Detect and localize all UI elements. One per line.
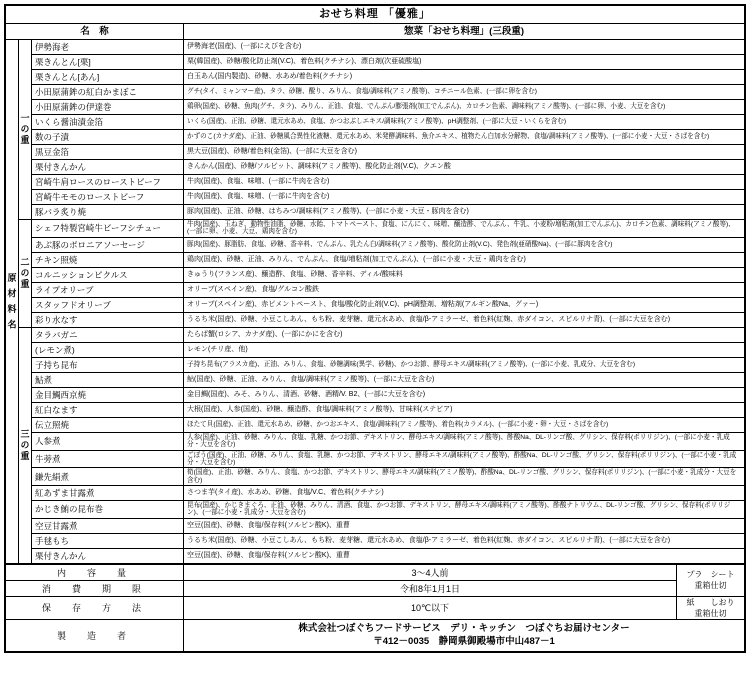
item-ingredients: 白玉あん(国内製造)、砂糖、水あめ/着色料(クチナシ) bbox=[184, 70, 745, 85]
item-name: 空豆甘露煮 bbox=[32, 518, 184, 533]
item-ingredients: きゅうり(フランス産)、醸造酢、食塩、砂糖、香辛料、ディル/酸味料 bbox=[184, 267, 745, 282]
item-name: 牛蒡煮 bbox=[32, 450, 184, 468]
item-name: 紅白なます bbox=[32, 402, 184, 417]
item-name: いくら醤油漬金箔 bbox=[32, 115, 184, 130]
item-name: 宮崎牛モモのローストビーフ bbox=[32, 190, 184, 205]
ingredient-row bbox=[6, 327, 745, 342]
ingredient-row bbox=[6, 486, 745, 501]
footer-side-note-1 bbox=[677, 564, 745, 596]
item-ingredients: 空豆(国産)、砂糖、食塩/保存料(ソルビン酸K)、重曹 bbox=[184, 518, 745, 533]
item-name: 栗付きんかん bbox=[32, 548, 184, 563]
side-note-line-3: 紙 しおり bbox=[686, 597, 735, 607]
ingredient-row bbox=[6, 342, 745, 357]
item-name: 栗付きんかん bbox=[32, 160, 184, 175]
item-ingredients: いくら(国産)、正油、砂糖、還元水あめ、食塩、かつおぶしエキス/調味料(アミノ酸等)、pH調整剤、(一部に大豆・いくらを含む) bbox=[184, 115, 745, 130]
side-note-line-1: プラ シート bbox=[686, 570, 735, 580]
item-ingredients: 豚肉(国産)、豚脂肪、食塩、砂糖、香辛料、でんぷん、乳たん白/調味料(アミノ酸等)、酸化防止剤(V.C)、発色剤(亜硝酸Na)、(一部に豚肉を含む) bbox=[184, 237, 745, 252]
item-ingredients: 牛肉(国産)、食塩、味噌、(一部に牛肉を含む) bbox=[184, 190, 745, 205]
ingredient-row bbox=[6, 100, 745, 115]
ingredient-row bbox=[6, 55, 745, 70]
item-name: 小田原蒲鉾の紅白かまぼこ bbox=[32, 85, 184, 100]
header-row bbox=[6, 24, 745, 40]
ingredient-row bbox=[6, 220, 745, 238]
ingredient-row bbox=[6, 402, 745, 417]
ingredient-row bbox=[6, 115, 745, 130]
ingredient-row bbox=[6, 175, 745, 190]
footer-label-expiry: 消 費 期 限 bbox=[6, 580, 184, 596]
item-name: 金目鯛西京焼 bbox=[32, 387, 184, 402]
ingredient-row bbox=[6, 450, 745, 468]
footer-row-maker bbox=[6, 619, 745, 652]
document-title: おせち料理 「優雅」 bbox=[6, 6, 745, 24]
item-ingredients: うるち米(国産)、砂糖、小豆こしあん、もち粉、麦芽糖、還元水あめ、食塩/β-アミラーゼ、着色料(紅麹、赤ダイコン、スピルリナ青)、(一部に大豆を含む) bbox=[184, 533, 745, 548]
ingredient-row bbox=[6, 70, 745, 85]
item-name: 手毬もち bbox=[32, 533, 184, 548]
item-ingredients: ごぼう(国産)、正油、砂糖、みりん、食塩、乳糖、かつお節、デキストリン、酵母エキス/調味料(アミノ酸等)、酢酸Na、DL-リンゴ酸、グリシン、保存料(ポリリジン)、(一部に小麦・乳成分・大豆を含む) bbox=[184, 450, 745, 468]
footer-value-storage: 10℃以下 bbox=[184, 596, 677, 619]
maker-address: 〒412－0035 静岡県御殿場市中山487－1 bbox=[373, 635, 555, 647]
label-table bbox=[5, 5, 745, 564]
ingredient-row bbox=[6, 357, 745, 372]
ingredient-row bbox=[6, 237, 745, 252]
item-ingredients: たらば蟹(ロシア、カナダ産)、(一部にかにを含む) bbox=[184, 327, 745, 342]
ingredient-row bbox=[6, 205, 745, 220]
item-ingredients: 牛肉(国産)、玉ねぎ、動物性油脂、砂糖、水飴、トマトペースト、食塩、にんにく、味噌、醸造酢、でんぷん、牛乳、小麦粉/増粘剤(加工でんぷん)、カロチン色素、調味料(アミノ酸等)、(一部に卵、小麦、大豆、鶏肉を含む) bbox=[184, 220, 745, 238]
item-name: シェフ特製宮崎牛ビーフシチュー bbox=[32, 220, 184, 238]
item-name: ライプオリーブ bbox=[32, 282, 184, 297]
side-note-line-2: 重箱仕切 bbox=[694, 581, 727, 591]
ingredient-row bbox=[6, 501, 745, 519]
ingredient-row bbox=[6, 160, 745, 175]
ingredient-row bbox=[6, 518, 745, 533]
ingredient-row bbox=[6, 468, 745, 486]
item-name: 栗きんとん[あん] bbox=[32, 70, 184, 85]
item-ingredients: 金目鯛(国産)、みそ、みりん、清酒、砂糖、酒精/V. B2、(一部に大豆を含む) bbox=[184, 387, 745, 402]
item-ingredients: 伊勢海老(国産)、(一部にえびを含む) bbox=[184, 40, 745, 55]
item-ingredients: 昆布(国産)、かじきまぐろ、正油、砂糖、みりん、清酒、食塩、かつお節、デキストリン、酵母エキス/調味料(アミノ酸等)、酢酸ナトリウム、DL-リンゴ酸、グリシン、保存料(ポリリジン)、(一部に小麦・乳成分・大豆を含む) bbox=[184, 501, 745, 519]
item-ingredients: オリーブ(スペイン産)、赤ピメントペースト、食塩/酸化防止剤(V.C)、pH調整剤、増粘剤(アルギン酸Na、グァー) bbox=[184, 297, 745, 312]
column-header-name: 名 称 bbox=[6, 24, 184, 40]
ingredient-row bbox=[6, 297, 745, 312]
footer-label-storage: 保 存 方 法 bbox=[6, 596, 184, 619]
item-ingredients: 鶏卵(国産)、砂糖、魚肉(グチ、タラ)、みりん、正油、食塩、でんぷん/膨張剤(加工でんぷん)、カロチン色素、調味料(アミノ酸等)、(一部に卵、小麦、大豆を含む) bbox=[184, 100, 745, 115]
item-name: 伊勢海老 bbox=[32, 40, 184, 55]
column-header-ingredients: 惣菜「おせち料理」(三段重) bbox=[184, 24, 745, 40]
item-name: 数の子漬 bbox=[32, 130, 184, 145]
item-ingredients: さつま芋(タイ産)、水あめ、砂糖、食塩/V.C、着色料(クチナシ) bbox=[184, 486, 745, 501]
ingredient-row bbox=[6, 267, 745, 282]
ingredient-row bbox=[6, 312, 745, 327]
footer-row-amount bbox=[6, 564, 745, 580]
stripe-tier-1: 一の重 bbox=[19, 40, 32, 220]
item-name: 彩り水なす bbox=[32, 312, 184, 327]
ingredient-row bbox=[6, 145, 745, 160]
item-name: 豚バラ炙り焼 bbox=[32, 205, 184, 220]
item-ingredients: 栗(韓国産)、砂糖/酸化防止剤(V.C)、着色料(クチナシ)、漂白剤(次亜硫酸塩) bbox=[184, 55, 745, 70]
ingredient-row bbox=[6, 130, 745, 145]
footer-label-maker: 製 造 者 bbox=[6, 619, 184, 652]
item-ingredients: かずのこ(カナダ産)、正油、砂糖風合異性化液糖、還元水あめ、米発酵調味料、魚介エキス、植物たん白加水分解物、食塩/調味料(アミノ酸等)、(一部に小麦・大豆・さばを含む) bbox=[184, 130, 745, 145]
item-name: 人参煮 bbox=[32, 432, 184, 450]
title-row bbox=[6, 6, 745, 24]
ingredient-row bbox=[6, 252, 745, 267]
item-ingredients: 人参(国産)、正油、砂糖、みりん、食塩、乳糖、かつお節、デキストリン、酵母エキス/調味料(アミノ酸等)、酢酸Na、DL-リンゴ酸、グリシン、保存料(ポリリジン)、(一部に小麦・乳成分・大豆を含む) bbox=[184, 432, 745, 450]
item-ingredients: 大根(国産)、人参(国産)、砂糖、醸造酢、食塩/調味料(アミノ酸等)、甘味料(ステビア) bbox=[184, 402, 745, 417]
ingredient-row bbox=[6, 548, 745, 563]
item-ingredients: レモン(チリ産、他) bbox=[184, 342, 745, 357]
ingredient-row bbox=[6, 85, 745, 100]
stripe-tier-2: 二の重 bbox=[19, 220, 32, 328]
footer-row-expiry bbox=[6, 580, 745, 596]
footer-label-amount: 内 容 量 bbox=[6, 564, 184, 580]
item-name: 鎌先絹煮 bbox=[32, 468, 184, 486]
item-name: 宮崎牛肩ロースのローストビーフ bbox=[32, 175, 184, 190]
item-name: 鮎煮 bbox=[32, 372, 184, 387]
maker-name: 株式会社つぼぐちフードサービス デリ・キッチン つぼぐちお届けセンター bbox=[298, 622, 630, 634]
ingredient-row bbox=[6, 417, 745, 432]
item-name: スタッフドオリーブ bbox=[32, 297, 184, 312]
item-ingredients: 鶏肉(国産)、砂糖、正油、みりん、でんぷん、食塩/増粘剤(加工でんぷん)、(一部に小麦・大豆・鶏肉を含む) bbox=[184, 252, 745, 267]
item-ingredients: グチ(タイ、ミャンマー産)、タラ、砂糖、醗り、みりん、食塩/調味料(アミノ酸等)、コチニール色素、(一部に卵を含む) bbox=[184, 85, 745, 100]
item-name: (レモン煮) bbox=[32, 342, 184, 357]
ingredient-row bbox=[6, 533, 745, 548]
item-ingredients: ほたて貝(国産)、正油、還元水あめ、砂糖、かつおエキス、食塩/調味料(アミノ酸等)、着色料(カラメル)、(一部に小麦・卵・大豆・さばを含む) bbox=[184, 417, 745, 432]
item-name: チキン照焼 bbox=[32, 252, 184, 267]
item-name: かじき鮪の昆布巻 bbox=[32, 501, 184, 519]
item-ingredients: 牛肉(国産)、食塩、味噌、(一部に牛肉を含む) bbox=[184, 175, 745, 190]
item-name: 栗きんとん[栗] bbox=[32, 55, 184, 70]
item-ingredients: オリーブ(スペイン産)、食塩/グルコン酸鉄 bbox=[184, 282, 745, 297]
item-name: あぶ豚のボロニアソーセージ bbox=[32, 237, 184, 252]
item-name: 伝立照焼 bbox=[32, 417, 184, 432]
item-ingredients: うるち米(国産)、砂糖、小豆こしあん、もち粉、麦芽糖、還元水あめ、食塩/β-アミラーゼ、着色料(紅麹、赤ダイコン、スピルリナ青)、(一部に大豆を含む) bbox=[184, 312, 745, 327]
item-ingredients: きんかん(国産)、砂糖/ソルビット、調味料(アミノ酸等)、酸化防止剤(V.C)、クエン酸 bbox=[184, 160, 745, 175]
ingredient-row bbox=[6, 372, 745, 387]
footer-value-expiry: 令和8年1月1日 bbox=[184, 580, 677, 596]
item-name: 小田原蒲鉾の伊達巻 bbox=[32, 100, 184, 115]
ingredient-row bbox=[6, 40, 745, 55]
side-note-line-4: 重箱仕切 bbox=[694, 608, 727, 618]
item-ingredients: 鮎(国産)、砂糖、正油、みりん、食塩/調味料(アミノ酸等)、(一部に大豆を含む) bbox=[184, 372, 745, 387]
ingredient-row bbox=[6, 387, 745, 402]
item-ingredients: 黒大豆(国産)、砂糖/着色料(金箔)、(一部に大豆を含む) bbox=[184, 145, 745, 160]
footer-value-amount: 3～4人前 bbox=[184, 564, 677, 580]
item-name: 子持ち昆布 bbox=[32, 357, 184, 372]
maker-block bbox=[184, 619, 745, 652]
footer-table bbox=[5, 564, 745, 653]
footer-side-note-2 bbox=[677, 596, 745, 619]
item-ingredients: 筍(国産)、正油、砂糖、みりん、食塩、かつお節、デキストリン、酵母エキス/調味料(アミノ酸等)、酢酸Na、DL-リンゴ酸、グリシン、保存料(ポリリジン)、(一部に小麦・乳成分・大豆を含む) bbox=[184, 468, 745, 486]
footer-row-storage bbox=[6, 596, 745, 619]
ingredient-row bbox=[6, 282, 745, 297]
ingredient-row bbox=[6, 190, 745, 205]
item-name: タラバガニ bbox=[32, 327, 184, 342]
ingredient-row bbox=[6, 432, 745, 450]
item-name: 紅あずま甘露煮 bbox=[32, 486, 184, 501]
item-ingredients: 子持ち昆布(アラスカ産)、正油、みりん、食塩、砂糖調味(異学、砂糖)、かつお節、酵母エキス/調味料(アミノ酸等)、(一部に小麦、乳成分、大豆を含む) bbox=[184, 357, 745, 372]
item-name: 黒豆金箔 bbox=[32, 145, 184, 160]
item-ingredients: 空豆(国産)、砂糖、食塩/保存料(ソルビン酸K)、重曹 bbox=[184, 548, 745, 563]
nutrition-label-sheet bbox=[4, 4, 746, 653]
item-name: コルニッションピクルス bbox=[32, 267, 184, 282]
stripe-genzairyo: 原 材 料 名 bbox=[6, 40, 19, 564]
item-ingredients: 豚肉(国産)、正油、砂糖、はちみつ/調味料(アミノ酸等)、(一部に小麦・大豆・豚肉を含む) bbox=[184, 205, 745, 220]
stripe-tier-3: 三の重 bbox=[19, 327, 32, 563]
